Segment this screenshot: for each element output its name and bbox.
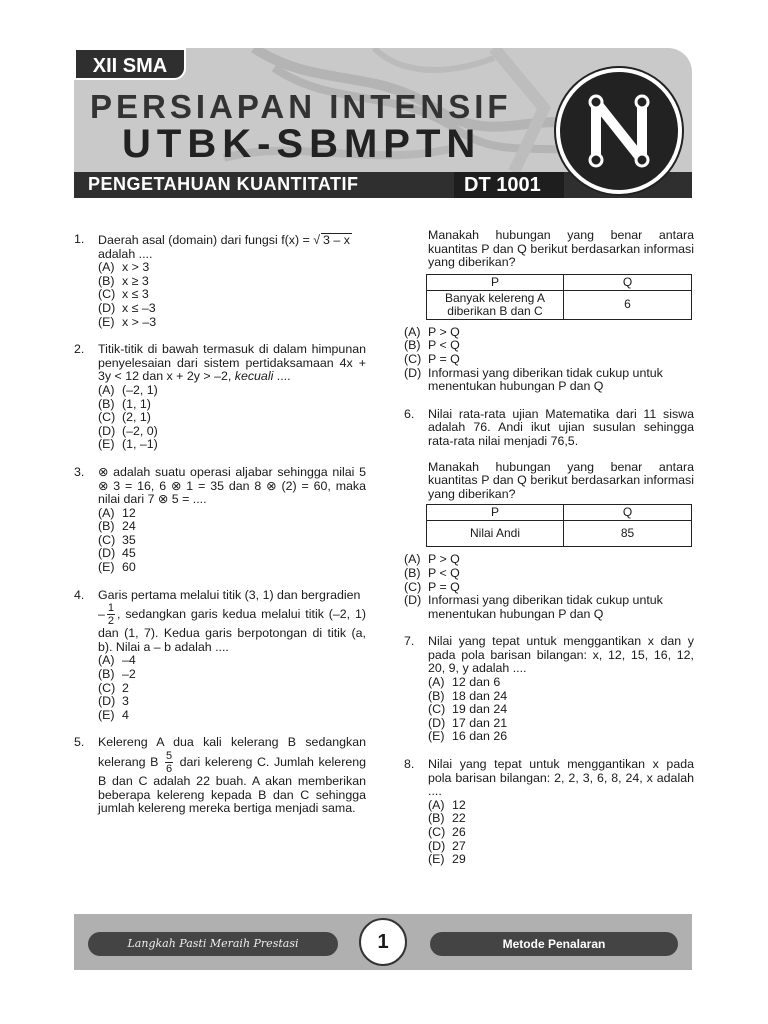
options-list (428, 799, 694, 867)
stem-text: adalah .... (98, 246, 153, 261)
right-column (404, 229, 694, 881)
option-text: P < Q (428, 565, 460, 580)
footer-section: Metode Penalaran (430, 932, 678, 956)
option-text: 2 (122, 680, 129, 695)
stem-text: Garis pertama melalui titik (3, 1) dan bergradien (98, 587, 361, 602)
question-2 (74, 343, 366, 452)
option-text: Informasi yang diberikan tidak cukup untuk menentukan hubungan P dan Q (428, 365, 663, 394)
option-text: 12 dan 6 (452, 675, 501, 690)
option-label: (D) (98, 546, 116, 561)
options-list (98, 654, 366, 722)
question-7 (404, 635, 694, 744)
option-label: (E) (98, 707, 115, 722)
option-label: (A) (98, 260, 115, 275)
option (98, 316, 366, 330)
option (428, 690, 694, 704)
option (98, 302, 366, 316)
option-label: (C) (404, 351, 422, 366)
option-label: (A) (404, 552, 421, 567)
option-text: 12 (452, 797, 466, 812)
column-header-q: Q (564, 274, 692, 290)
option-label: (C) (98, 410, 116, 425)
question-5-continued (404, 229, 694, 394)
option-text: P = Q (428, 351, 460, 366)
option-label: (A) (428, 675, 445, 690)
page-number: 1 (359, 918, 407, 966)
cell-p: Nilai Andi (427, 521, 564, 547)
option-text: 26 (452, 825, 466, 839)
option (98, 425, 366, 439)
option-text: x ≤ 3 (122, 287, 149, 302)
question-stem (98, 233, 366, 261)
footer-motto: Langkah Pasti Meraih Prestasi (88, 932, 338, 956)
option (98, 384, 366, 398)
option-label: (D) (428, 838, 446, 853)
question-3 (74, 466, 366, 575)
option (404, 339, 694, 353)
option-text: Informasi yang diberikan tidak cukup untuk menentukan hubungan P dan Q (428, 593, 663, 621)
question-number: 6. (404, 406, 415, 421)
option-text: 12 (122, 505, 136, 520)
question-stem: ⊗ adalah suatu operasi aljabar sehingga nilai 5 ⊗ 3 = 16, 6 ⊗ 1 = 35 dan 8 ⊗ (2) = 60, maka nilai dari 7 ⊗ 5 = .... (98, 464, 366, 507)
option (428, 676, 694, 690)
option-label: (E) (98, 437, 115, 452)
stem-text: .... (273, 369, 291, 384)
option (98, 398, 366, 412)
option-label: (A) (98, 382, 115, 397)
option (428, 812, 694, 826)
fraction-numerator: 5 (165, 750, 173, 762)
cell-p: Banyak kelereng A diberikan B dan C (427, 290, 564, 319)
option-text: 60 (122, 560, 136, 575)
options-list (98, 507, 366, 575)
option-label: (E) (98, 560, 115, 575)
option-label: (A) (404, 324, 421, 339)
minus-sign: – (98, 607, 105, 622)
question-stem (98, 343, 366, 384)
option-label: (B) (98, 519, 115, 534)
footer-bar (74, 914, 692, 970)
option (428, 717, 694, 731)
option-label: (B) (98, 396, 115, 411)
question-stem: Nilai yang tepat untuk menggantikan x dan y pada pola barisan bilangan: x, 12, 15, 16, 12, 20, 9, y adalah .... (428, 634, 694, 676)
title-line-1: PERSIAPAN INTENSIF (90, 88, 512, 125)
option (404, 326, 694, 340)
option-text: 24 (122, 519, 136, 534)
option (98, 547, 366, 561)
option-label: (E) (428, 852, 445, 867)
fraction (107, 602, 115, 627)
option-label: (B) (98, 273, 115, 288)
question-4 (74, 589, 366, 723)
question-stem: Nilai yang tepat untuk menggantikan x pada pola barisan bilangan: 2, 2, 3, 6, 8, 24, x adalah .... (428, 757, 694, 799)
option-label: (E) (98, 314, 115, 329)
option (98, 288, 366, 302)
table-header-row (427, 505, 692, 521)
option (404, 594, 694, 621)
option (98, 275, 366, 289)
option (98, 654, 366, 668)
option-label: (A) (98, 653, 115, 668)
question-8 (404, 758, 694, 867)
column-header-q: Q (564, 505, 692, 521)
option (428, 840, 694, 854)
option-label: (B) (404, 565, 421, 580)
stem-text: , sedangkan garis kedua melalui titik (–2, 1) dan (1, 7). Kedua garis berpotongan di titik (a, b). Nilai a – b adalah .... (98, 607, 366, 654)
option (428, 799, 694, 813)
question-number: 7. (404, 634, 415, 649)
option-text: 18 dan 24 (452, 688, 508, 703)
option-label: (C) (428, 702, 446, 717)
option (404, 581, 694, 595)
cell-q: 6 (564, 290, 692, 319)
question-number: 8. (404, 757, 415, 772)
option-text: P > Q (428, 324, 460, 339)
fraction-denominator: 6 (165, 763, 173, 775)
question-number: 3. (74, 464, 85, 479)
option-text: 4 (122, 707, 129, 722)
option-text: 27 (452, 838, 466, 853)
option-label: (B) (428, 811, 445, 826)
option-text: (–2, 0) (122, 423, 158, 438)
option (98, 411, 366, 425)
option (428, 826, 694, 840)
option-text: P > Q (428, 552, 460, 567)
question-number: 1. (74, 232, 85, 246)
brand-logo-icon (556, 68, 682, 194)
option-label: (A) (428, 797, 445, 812)
options-list (404, 326, 694, 394)
question-number: 2. (74, 342, 85, 357)
option (404, 353, 694, 367)
option-text: 16 dan 26 (452, 729, 508, 744)
stem-emphasis: kecuali (234, 369, 274, 384)
option-label: (D) (98, 423, 116, 438)
question-prompt: Manakah hubungan yang benar antara kuantitas P dan Q berikut berdasarkan informasi yang diberikan? (428, 459, 694, 501)
fraction-numerator: 1 (107, 602, 115, 615)
options-list (404, 553, 694, 621)
option-label: (C) (404, 579, 422, 594)
option-label: (D) (98, 300, 116, 315)
quantity-table (426, 274, 692, 320)
header-banner (74, 48, 692, 198)
question-6 (404, 408, 694, 622)
option-text: 19 dan 24 (452, 702, 508, 717)
option-text: (–2, 1) (122, 382, 158, 397)
option-text: 3 (122, 694, 129, 709)
option-label: (C) (428, 825, 446, 839)
option (98, 682, 366, 696)
sqrt-symbol: √ (313, 233, 321, 247)
fraction-denominator: 2 (107, 615, 115, 628)
subject-title: PENGETAHUAN KUANTITATIF (88, 174, 359, 194)
option-text: 35 (122, 532, 136, 547)
stem-text: Titik-titik di bawah termasuk di dalam himpunan penyelesaian dari sistem pertidaksamaan 4x + 3y < 12 dan x + 2y > –2, (98, 342, 366, 384)
option (404, 553, 694, 567)
option-text: P = Q (428, 579, 460, 594)
option (98, 507, 366, 521)
option-label: (D) (404, 365, 422, 380)
option-label: (D) (428, 715, 446, 730)
option-text: x ≥ 3 (122, 273, 149, 288)
question-stem: Nilai rata-rata ujian Matematika dari 11 siswa adalah 76. Andi ikut ujian susulan sehingga rata-rata nilai menjadi 76,5. (428, 406, 694, 448)
option-text: x > 3 (122, 260, 150, 275)
option-text: –2 (122, 667, 136, 682)
option (428, 703, 694, 717)
option (98, 709, 366, 723)
table-header-row (427, 274, 692, 290)
option (428, 853, 694, 867)
option-label: (D) (98, 694, 116, 709)
options-list (428, 676, 694, 744)
stem-text: dari kelereng C. Jumlah kelereng B dan C adalah 22 buah. A akan memberikan beberapa kelereng kepada B dan C sehingga jumlah kelereng mereka bertiga menjadi sama. (98, 754, 366, 816)
option (98, 695, 366, 709)
cell-q: 85 (564, 521, 692, 547)
option-label: (B) (98, 667, 115, 682)
question-stem (98, 736, 366, 815)
question-number: 5. (74, 735, 85, 750)
column-header-p: P (427, 505, 564, 521)
option (404, 367, 694, 394)
option-label: (D) (404, 593, 422, 608)
fraction (165, 750, 173, 775)
option-text: 29 (452, 852, 466, 867)
option-text: (1, –1) (122, 437, 158, 452)
question-5 (74, 736, 366, 815)
table-row (427, 290, 692, 319)
stem-text: Daerah asal (domain) dari fungsi f(x) = (98, 233, 314, 247)
document-code: DT 1001 (454, 172, 564, 198)
options-list (98, 261, 366, 329)
option-text: 17 dan 21 (452, 715, 508, 730)
option-label: (C) (98, 287, 116, 302)
option-label: (C) (98, 680, 116, 695)
option-text: 45 (122, 546, 136, 561)
grade-badge: XII SMA (74, 48, 186, 80)
option (428, 730, 694, 744)
option-label: (B) (428, 688, 445, 703)
question-prompt: Manakah hubungan yang benar antara kuantitas P dan Q berikut berdasarkan informasi yang diberikan? (428, 228, 694, 270)
question-number: 4. (74, 587, 85, 602)
option-text: x ≤ –3 (122, 300, 156, 315)
quantity-table (426, 504, 692, 547)
option-text: 22 (452, 811, 466, 826)
option (98, 561, 366, 575)
options-list (98, 384, 366, 452)
option-text: x > –3 (122, 314, 157, 329)
table-row (427, 521, 692, 547)
question-1 (74, 233, 366, 329)
option-label: (E) (428, 729, 445, 744)
title-line-2: UTBK-SBMPTN (122, 122, 482, 166)
stem-text: Kelereng A dua kali kelerang B sedangkan kelerang B (98, 735, 366, 769)
option (98, 438, 366, 452)
option (98, 534, 366, 548)
left-column (74, 233, 366, 830)
option (98, 520, 366, 534)
option-text: (2, 1) (122, 410, 151, 425)
option-text: P < Q (428, 338, 460, 353)
option-text: –4 (122, 653, 136, 668)
question-stem (98, 589, 366, 655)
option-label: (A) (98, 505, 115, 520)
option (404, 567, 694, 581)
option (98, 261, 366, 275)
option-text: (1, 1) (122, 396, 151, 411)
sqrt-expression: 3 – x (323, 233, 350, 247)
option-label: (B) (404, 338, 421, 353)
column-header-p: P (427, 274, 564, 290)
option-label: (C) (98, 532, 116, 547)
option (98, 668, 366, 682)
